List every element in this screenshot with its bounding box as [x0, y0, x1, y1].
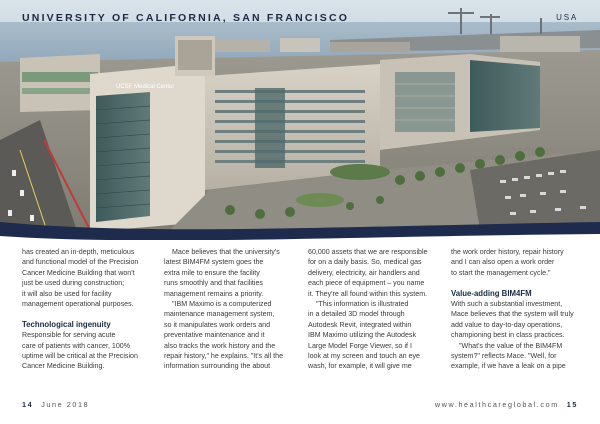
paragraph: [308, 299, 440, 372]
text-line: has created an in-depth, meticulous: [22, 248, 135, 256]
text-line: repair history," he explains. "It's all the: [164, 352, 284, 361]
issue-date: June 2018: [41, 400, 90, 409]
text-line: also tracks the work history and the: [164, 341, 276, 350]
text-column-4: [451, 247, 583, 372]
paragraph-gap: [451, 278, 583, 288]
text-line: runs smoothly and that facilities: [164, 279, 263, 288]
footer-left: [22, 400, 89, 409]
paragraph: [451, 299, 583, 341]
text-line: championing best in class practices.: [451, 331, 565, 340]
text-line: delivery, electricity, air handlers and: [308, 268, 420, 277]
paragraph: [22, 247, 154, 309]
text-line: just be used during construction;: [22, 279, 125, 288]
text-column-1: [22, 247, 154, 372]
text-line: management operational purposes.: [22, 300, 134, 309]
text-line: With such a substantial investment,: [451, 300, 563, 309]
text-line: so it manipulates work orders and: [164, 320, 271, 329]
text-line: it. They're all found within this system.: [308, 289, 428, 298]
paragraph: [164, 299, 296, 372]
text-line: for on a daily basis. So, medical gas: [308, 258, 422, 267]
text-column-3: [308, 247, 440, 372]
paragraph: [451, 341, 583, 372]
text-line: it will also be used for facility: [22, 289, 112, 298]
header-title: UNIVERSITY OF CALIFORNIA, SAN FRANCISCO: [22, 12, 350, 24]
text-line: Autodesk Revit, integrated within: [308, 320, 412, 329]
section-heading: Technological ingenuity: [22, 319, 111, 329]
text-line: latest BIM4FM system goes the: [164, 258, 264, 267]
text-line: add value to day-to-day operations,: [451, 320, 563, 329]
text-line: in a detailed 3D model through: [308, 310, 405, 319]
text-line: preventative maintenance and it: [164, 331, 265, 340]
section-heading: Value-adding BIM4FM: [451, 288, 532, 298]
text-line: "This information is illustrated: [316, 300, 409, 309]
text-line: uptime will be critical at the Precision: [22, 352, 138, 361]
text-line: 60,000 assets that we are responsible: [308, 248, 428, 256]
text-line: care of patients with cancer, 100%: [22, 341, 131, 350]
text-line: and functional model of the Precision: [22, 258, 139, 267]
text-line: Responsible for serving acute: [22, 331, 116, 340]
website-link[interactable]: www.healthcareglobal.com: [434, 400, 559, 409]
text-line: Cancer Medicine Building that won't: [22, 268, 135, 277]
paragraph-gap: [22, 309, 154, 319]
text-line: look at my screen and touch an eye: [308, 352, 420, 361]
paragraph: [308, 247, 440, 299]
text-line: Mace believes that the university's: [172, 248, 280, 256]
text-line: wash, for example, it will give me: [308, 362, 412, 371]
text-line: each piece of equipment – you name: [308, 279, 425, 288]
page-number-right: 15: [566, 400, 578, 409]
text-column-2: [164, 247, 296, 372]
page-number-left: 14: [22, 400, 34, 409]
footer-right: [435, 400, 578, 409]
text-line: the work order history, repair history: [451, 248, 564, 256]
text-line: system?" reflects Mace. "Well, for: [451, 352, 557, 361]
text-line: IBM Maximo utilizing the Autodesk: [308, 331, 417, 340]
paragraph: [22, 330, 154, 372]
text-line: to start the management cycle.": [451, 268, 551, 277]
text-line: "What's the value of the BIM4FM: [459, 341, 563, 350]
text-line: example, if we have a leak on a pipe: [451, 362, 566, 371]
text-line: Large Model Forge Viewer, so if I: [308, 341, 412, 350]
text-line: Cancer Medicine Building.: [22, 362, 105, 371]
building-sign: UCSF Medical Center: [116, 84, 175, 90]
text-line: management remains a priority.: [164, 289, 264, 298]
text-line: maintenance management system,: [164, 310, 275, 319]
paragraph: [164, 247, 296, 299]
header-country: USA: [556, 13, 578, 22]
text-line: and I can also open a work order: [451, 258, 555, 267]
text-line: information surrounding the about: [164, 362, 271, 371]
text-line: Mace believes that the system will truly: [451, 310, 574, 319]
paragraph: [451, 247, 583, 278]
text-line: extra mile to ensure the facility: [164, 268, 260, 277]
text-line: "IBM Maximo is a computerized: [172, 300, 272, 309]
